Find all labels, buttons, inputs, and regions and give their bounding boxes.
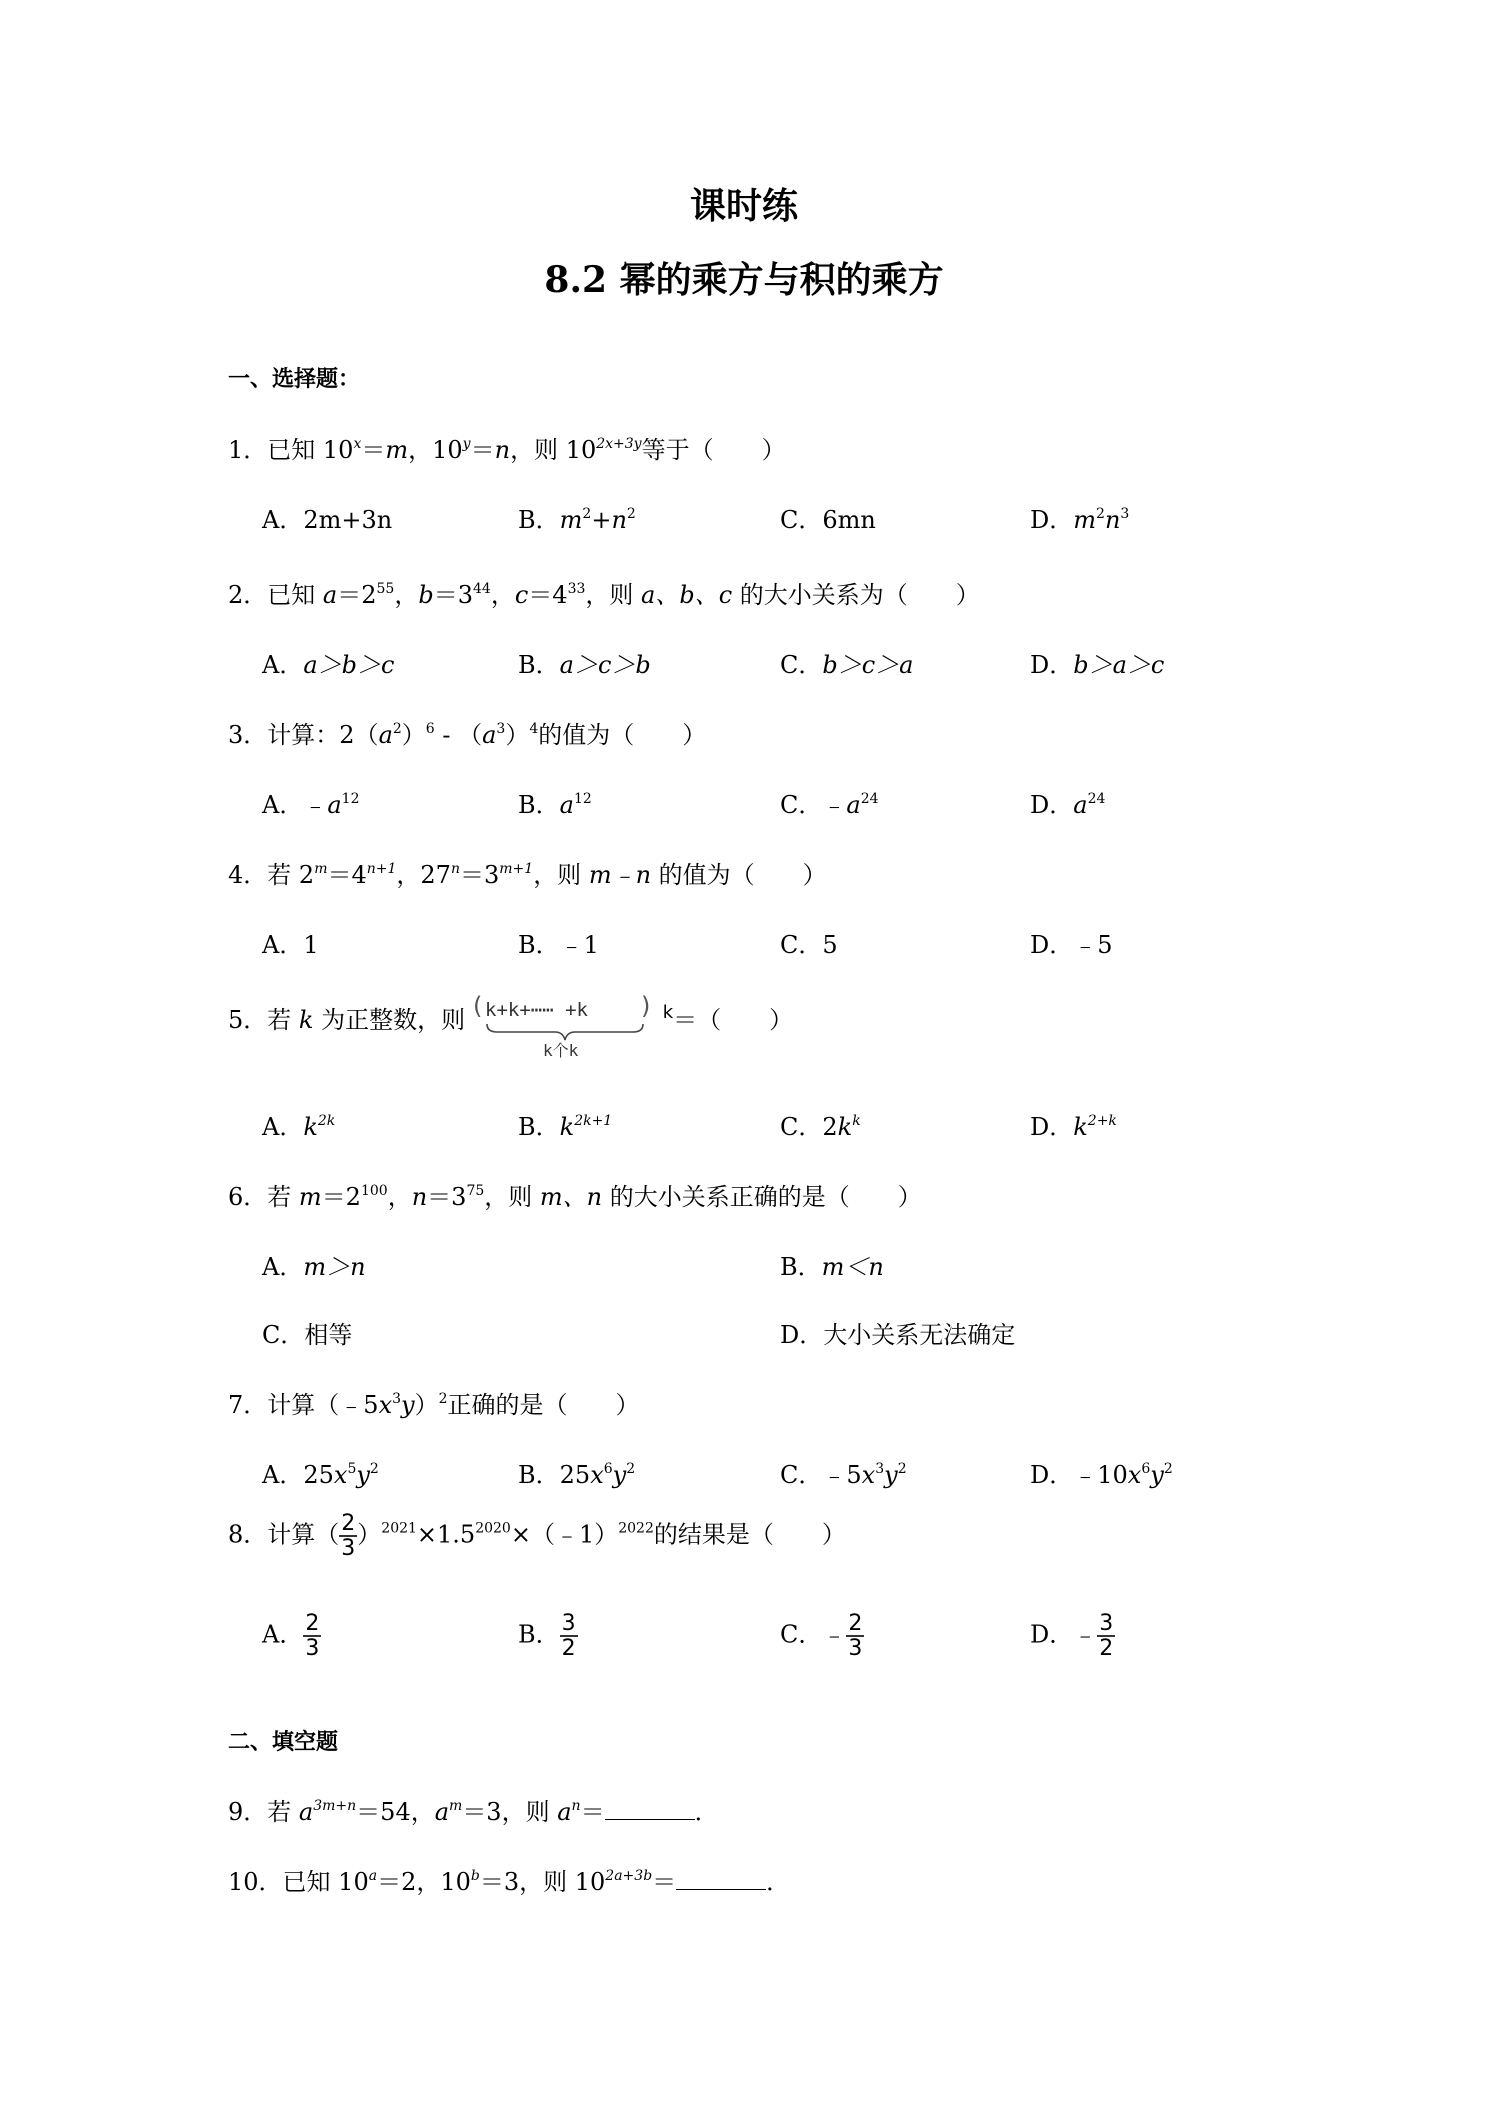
sum-expression-figure bbox=[473, 992, 663, 1064]
fraction: $\frac{2}{3}$ bbox=[848, 1611, 863, 1662]
q8-option-b: B． $\frac{3}{2}$ bbox=[518, 1611, 576, 1662]
q1-option-a: A．2m+3n bbox=[262, 506, 393, 534]
q5-option-d: D．$k^{2+k}$ bbox=[1030, 1113, 1117, 1141]
fraction: $\frac{3}{2}$ bbox=[1099, 1611, 1114, 1662]
q3-option-a: A．$﹣a^{12}$ bbox=[262, 791, 360, 819]
q3-option-d: D．$a^{24}$ bbox=[1030, 791, 1106, 819]
q2-option-d: D．b＞a＞c bbox=[1030, 651, 1165, 679]
fraction: $\frac{2}{3}$ bbox=[305, 1611, 320, 1662]
q7-option-d: D．$﹣10x^6y^2$ bbox=[1030, 1461, 1173, 1489]
q7-option-c: C．$﹣5x^3y^2$ bbox=[780, 1461, 907, 1489]
question-7: 7．计算$(﹣5x^3y)^2$正确的是（ ） bbox=[228, 1391, 640, 1419]
q4-option-d: D．﹣5 bbox=[1030, 931, 1113, 959]
q4-option-b: B．﹣1 bbox=[518, 931, 599, 959]
q6-option-b: B．m＜n bbox=[780, 1253, 884, 1281]
question-9: 9．若 $a^{3m+n}=54$，$a^m=3$，则 $a^n=$ ． bbox=[228, 1798, 719, 1826]
sum-terms-text: k+k+⋯⋯ +k bbox=[484, 999, 588, 1021]
q3-option-c: C．$﹣a^{24}$ bbox=[780, 791, 879, 819]
q1-option-d: D．$m^2n^3$ bbox=[1030, 506, 1130, 534]
q6-option-d: D．大小关系无法确定 bbox=[780, 1321, 1016, 1349]
q5-option-c: C．$2k^k$ bbox=[780, 1113, 861, 1141]
page-subtitle: 8.2 幂的乘方与积的乘方 bbox=[544, 259, 944, 301]
question-8: 8．计算（ $\frac{2}{3}$ ）$^{2021}\times 1.5^{2020}\times(﹣1)^{2022}$的结果是（ ） bbox=[228, 1511, 846, 1562]
answer-blank[interactable] bbox=[676, 1871, 766, 1890]
svg-text:): ) bbox=[640, 992, 651, 1020]
underbrace-label: k个k bbox=[542, 1041, 579, 1058]
q7-option-a: A．$25x^5y^2$ bbox=[262, 1461, 379, 1489]
q1-option-b: B．$m^2+n^2$ bbox=[518, 506, 636, 534]
answer-blank[interactable] bbox=[605, 1801, 695, 1820]
q8-option-c: C．﹣ $\frac{2}{3}$ bbox=[780, 1611, 863, 1662]
q5-option-b: B．$k^{2k+1}$ bbox=[518, 1113, 613, 1141]
question-5: 5．若 k 为正整数，则 ( k+k+⋯⋯ +k ) k个k $^k$＝（ ） bbox=[228, 1000, 793, 1064]
q1-option-c: C．6mn bbox=[780, 506, 876, 534]
q3-option-b: B．$a^{12}$ bbox=[518, 791, 592, 819]
q4-option-c: C．5 bbox=[780, 931, 838, 959]
question-10: 10．已知 $10^a=2$，$10^b=3$，则 $10^{2a+3b}=$ ． bbox=[228, 1868, 791, 1896]
section-heading-choice: 一、选择题： bbox=[228, 366, 361, 392]
question-2: 2．已知 $a=2^{55}$，$b=3^{44}$，$c=4^{33}$，则 a、b、c 的大小关系为（ ） bbox=[228, 581, 980, 609]
q4-option-a: A．1 bbox=[262, 931, 319, 959]
q2-option-c: C．b＞c＞a bbox=[780, 651, 914, 679]
underbrace-shape bbox=[487, 1024, 643, 1040]
q5-option-a: A．$k^{2k}$ bbox=[262, 1113, 336, 1141]
q8-option-d: D．﹣ $\frac{3}{2}$ bbox=[1030, 1611, 1114, 1662]
section-heading-fill: 二、填空题 bbox=[228, 1729, 339, 1755]
question-3: 3．计算：$2(a^2)^6 - (a^3)^4$的值为（ ） bbox=[228, 721, 707, 749]
page-title: 课时练 bbox=[689, 185, 798, 227]
underbrace-sum-graphic bbox=[473, 992, 663, 1058]
q2-option-b: B．a＞c＞b bbox=[518, 651, 651, 679]
question-4: 4．若 $2^m=4^{n+1}$，$27^n=3^{m+1}$，则 m﹣n 的值为（ ） bbox=[228, 861, 827, 889]
q6-option-a: A．m＞n bbox=[262, 1253, 366, 1281]
q6-option-c: C．相等 bbox=[262, 1321, 353, 1349]
fraction: $\frac{3}{2}$ bbox=[561, 1611, 576, 1662]
fraction: $\frac{2}{3}$ bbox=[341, 1511, 356, 1562]
q8-option-a: A． $\frac{2}{3}$ bbox=[262, 1611, 320, 1662]
svg-text:(: ( bbox=[472, 992, 483, 1020]
q7-option-b: B．$25x^6y^2$ bbox=[518, 1461, 636, 1489]
q2-option-a: A．a＞b＞c bbox=[262, 651, 395, 679]
question-6: 6．若 $m=2^{100}$，$n=3^{75}$，则 m、n 的大小关系正确的是（ ） bbox=[228, 1183, 922, 1211]
question-1: 1．已知 $10^x=m$，$10^y=n$，则 $10^{2x+3y}$等于（ ） bbox=[228, 436, 786, 464]
